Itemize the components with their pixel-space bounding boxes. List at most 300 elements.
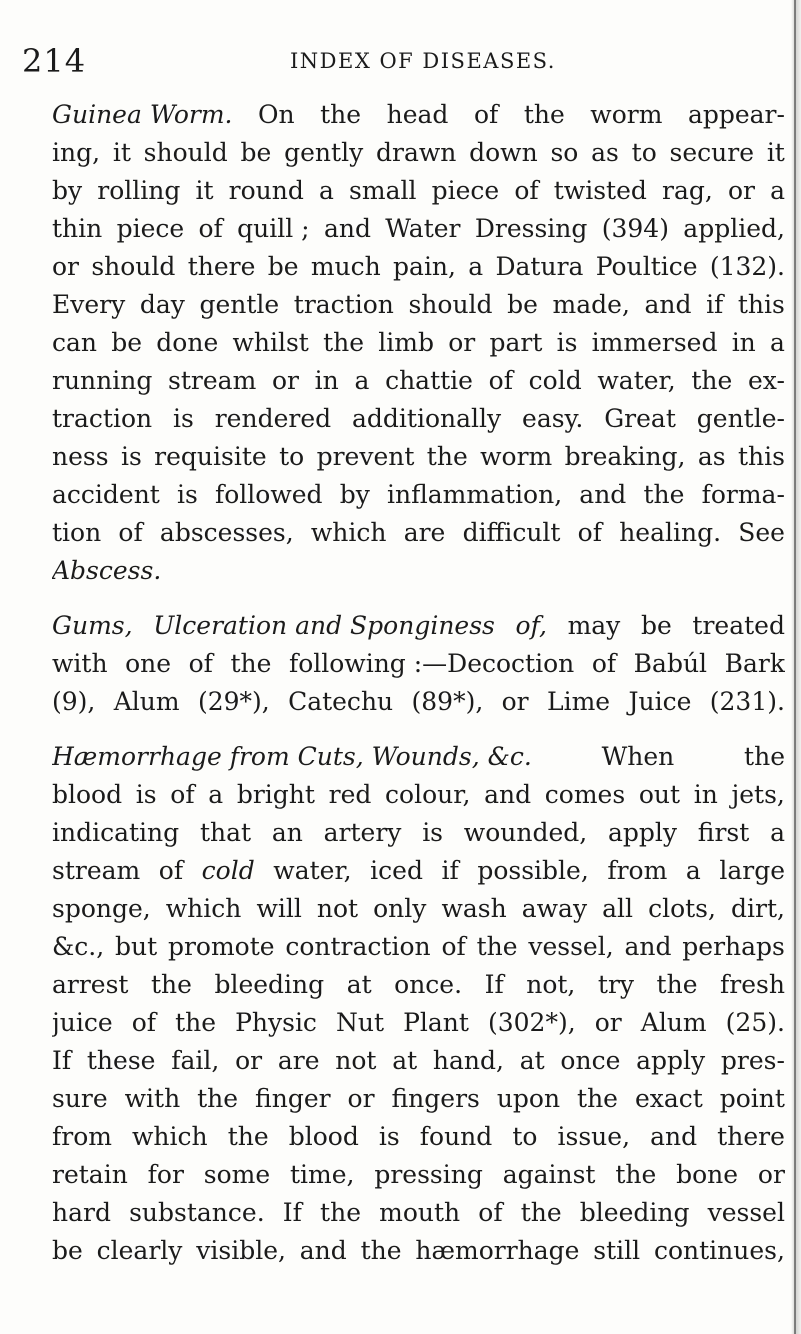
- word: hæmorrhage: [415, 1236, 580, 1265]
- text-line: [52, 210, 785, 248]
- word: substance.: [129, 1198, 265, 1227]
- word: comes: [544, 780, 626, 809]
- word: part: [489, 328, 543, 357]
- word: with: [52, 649, 108, 678]
- word: and: [644, 290, 692, 319]
- word: of: [441, 932, 466, 961]
- word: following :—Decoction: [288, 649, 575, 678]
- word: worm: [480, 442, 553, 471]
- text-line: [52, 607, 785, 645]
- word: the: [175, 1008, 217, 1037]
- text-line: [52, 96, 785, 134]
- word: done: [156, 328, 219, 357]
- word: drawn: [375, 138, 457, 167]
- word: not: [335, 1046, 377, 1075]
- word: Lime: [547, 687, 611, 716]
- word: is: [378, 1122, 400, 1151]
- word: not,: [526, 970, 576, 999]
- word: can: [52, 328, 98, 357]
- word: the: [476, 932, 518, 961]
- word: and: [484, 780, 532, 809]
- word: healing.: [619, 518, 722, 547]
- word: it: [195, 176, 214, 205]
- text-line: [52, 172, 785, 210]
- word: indicating: [52, 818, 180, 847]
- word: whilst: [232, 328, 309, 357]
- word: the: [197, 1084, 239, 1113]
- word: of: [514, 176, 539, 205]
- word: finger: [255, 1084, 331, 1113]
- word: the: [320, 100, 362, 129]
- word: piece: [431, 176, 500, 205]
- word: an: [271, 818, 303, 847]
- word: if: [441, 856, 459, 885]
- word: (302*),: [487, 1008, 576, 1037]
- word: water,: [273, 856, 352, 885]
- word: Gums,: [52, 611, 133, 640]
- word: abscesses,: [159, 518, 294, 547]
- word: (89*),: [411, 687, 484, 716]
- word: away: [521, 894, 588, 923]
- text-line: [52, 738, 785, 776]
- word: (25).: [725, 1008, 785, 1037]
- word: as: [591, 138, 619, 167]
- word: which: [165, 894, 242, 923]
- word: one: [125, 649, 172, 678]
- word: On: [258, 100, 295, 129]
- text-line: [52, 776, 785, 814]
- word: large: [719, 856, 785, 885]
- word: a: [685, 856, 701, 885]
- word: at: [519, 1046, 545, 1075]
- word: from: [52, 1122, 112, 1151]
- word: should: [408, 290, 493, 319]
- word: to: [512, 1122, 538, 1151]
- word: in: [314, 366, 339, 395]
- word: iced: [370, 856, 423, 885]
- word: made,: [552, 290, 630, 319]
- word: small: [349, 176, 417, 205]
- word: piece: [116, 214, 185, 243]
- word: rendered: [214, 404, 332, 433]
- word: stream: [168, 366, 257, 395]
- word: be: [640, 611, 672, 640]
- text-line: [52, 1232, 785, 1270]
- word: to: [279, 442, 305, 471]
- text-line: [52, 814, 785, 852]
- word: jets,: [731, 780, 785, 809]
- word: hand,: [432, 1046, 504, 1075]
- word: ex-: [748, 366, 785, 395]
- word: is: [422, 818, 444, 847]
- word: appear-: [687, 100, 785, 129]
- text-line: [52, 514, 785, 552]
- word: chattie: [385, 366, 473, 395]
- word: Alum: [640, 1008, 707, 1037]
- word: should: [143, 138, 228, 167]
- word: be: [52, 1236, 83, 1265]
- word: the: [656, 970, 698, 999]
- running-head: INDEX OF DISEASES.: [290, 49, 556, 73]
- text-line: [52, 286, 785, 324]
- word: pressing: [374, 1160, 483, 1189]
- word: in: [693, 780, 718, 809]
- word: hard: [52, 1198, 111, 1227]
- word: difficult: [462, 518, 561, 547]
- word: accident: [52, 480, 160, 509]
- word: ness: [52, 442, 109, 471]
- text-line: [52, 1156, 785, 1194]
- word: are: [403, 518, 446, 547]
- word: but: [114, 932, 158, 961]
- text-line: [52, 438, 785, 476]
- word: Poultice: [595, 252, 698, 281]
- word: the: [320, 1198, 361, 1227]
- word: the: [323, 328, 365, 357]
- word: is: [173, 404, 194, 433]
- word: bright: [236, 780, 315, 809]
- word: be: [240, 138, 272, 167]
- word: from: [607, 856, 668, 885]
- word: If: [484, 970, 504, 999]
- word: requisite: [154, 442, 267, 471]
- word: or: [271, 366, 299, 395]
- word: visible,: [196, 1236, 286, 1265]
- word: all: [602, 894, 634, 923]
- word: by: [339, 480, 370, 509]
- word: these: [86, 1046, 156, 1075]
- word: the: [691, 366, 733, 395]
- word: artery: [323, 818, 402, 847]
- word: promote: [167, 932, 275, 961]
- word: apply: [636, 1046, 706, 1075]
- word: red: [328, 780, 372, 809]
- word: contraction: [285, 932, 431, 961]
- paragraph-gap: [52, 590, 785, 607]
- word: some: [203, 1160, 271, 1189]
- word: pain,: [393, 252, 456, 281]
- word: the: [426, 442, 468, 471]
- word: apply: [607, 818, 678, 847]
- word: Guinea Worm.: [52, 100, 233, 129]
- word: (132).: [709, 252, 785, 281]
- word: Abscess.: [52, 556, 162, 585]
- body-text: [52, 96, 785, 1270]
- word: If: [52, 1046, 72, 1075]
- word: quill ;: [237, 214, 310, 243]
- word: dirt,: [731, 894, 785, 923]
- word: sponge,: [52, 894, 151, 923]
- page-edge-shadow: [791, 0, 801, 1334]
- word: blood: [288, 1122, 359, 1151]
- word: Great: [604, 404, 676, 433]
- word: (394): [601, 214, 669, 243]
- word: of: [591, 649, 617, 678]
- word: so: [550, 138, 579, 167]
- word: easy.: [522, 404, 584, 433]
- word: which: [310, 518, 387, 547]
- word: colour,: [385, 780, 471, 809]
- word: Alum: [113, 687, 180, 716]
- word: try: [597, 970, 635, 999]
- word: sure: [52, 1084, 108, 1113]
- word: inflammation,: [387, 480, 563, 509]
- word: still: [593, 1236, 641, 1265]
- text-line: [52, 928, 785, 966]
- word: as: [697, 442, 726, 471]
- word: of: [118, 518, 143, 547]
- word: round: [228, 176, 304, 205]
- word: it: [112, 138, 131, 167]
- word: Ulceration and Sponginess: [153, 611, 495, 640]
- word: upon: [496, 1084, 561, 1113]
- word: or: [448, 328, 476, 357]
- word: if: [706, 290, 724, 319]
- word: limb: [378, 328, 434, 357]
- word: followed: [215, 480, 323, 509]
- word: of: [473, 100, 499, 129]
- word: bleeding: [579, 1198, 690, 1227]
- word: gentle-: [696, 404, 785, 433]
- word: or: [501, 687, 529, 716]
- text-line: [52, 1080, 785, 1118]
- text-line: [52, 476, 785, 514]
- word: of: [577, 518, 602, 547]
- word: day: [139, 290, 185, 319]
- word: continues,: [653, 1236, 785, 1265]
- text-line: [52, 134, 785, 172]
- word: Datura: [495, 252, 584, 281]
- text-line: [52, 645, 785, 683]
- text-line: [52, 1042, 785, 1080]
- word: and: [624, 932, 672, 961]
- word: tion: [52, 518, 102, 547]
- text-line: [52, 1118, 785, 1156]
- page-number: 214: [22, 42, 87, 80]
- word: there: [717, 1122, 785, 1151]
- word: (9),: [52, 687, 96, 716]
- word: a: [208, 780, 224, 809]
- word: additionally: [352, 404, 502, 433]
- word: cold: [201, 856, 255, 885]
- word: are: [277, 1046, 320, 1075]
- word: Babúl: [633, 649, 708, 678]
- word: of: [131, 1008, 157, 1037]
- word: down: [469, 138, 538, 167]
- word: retain: [52, 1160, 128, 1189]
- word: stream: [52, 856, 141, 885]
- word: gentle: [199, 290, 280, 319]
- word: a: [770, 328, 785, 357]
- word: is: [120, 442, 142, 471]
- word: rag,: [662, 176, 713, 205]
- word: not: [316, 894, 359, 923]
- word: to: [631, 138, 657, 167]
- word: blood: [52, 780, 123, 809]
- word: and: [579, 480, 627, 509]
- word: mouth: [379, 1198, 461, 1227]
- word: a: [770, 176, 785, 205]
- word: the: [230, 649, 272, 678]
- word: a: [468, 252, 484, 281]
- word: fail,: [171, 1046, 220, 1075]
- word: the: [744, 742, 785, 771]
- page-header: [22, 42, 782, 82]
- word: or: [347, 1084, 375, 1113]
- word: issue,: [557, 1122, 631, 1151]
- word: clots,: [648, 894, 716, 923]
- word: once: [560, 1046, 621, 1075]
- word: the: [151, 970, 192, 999]
- word: of: [478, 1198, 503, 1227]
- word: traction: [293, 290, 394, 319]
- word: only: [373, 894, 427, 923]
- word: point: [719, 1084, 785, 1113]
- word: it: [766, 138, 785, 167]
- word: treated: [692, 611, 785, 640]
- word: When: [601, 742, 675, 771]
- text-line: [52, 890, 785, 928]
- word: is: [177, 480, 198, 509]
- word: bone: [676, 1160, 739, 1189]
- word: with: [124, 1084, 181, 1113]
- word: Water: [385, 214, 461, 243]
- word: the: [227, 1122, 269, 1151]
- word: thin: [52, 214, 103, 243]
- text-line: [52, 683, 785, 721]
- word: vessel: [707, 1198, 785, 1227]
- word: Every: [52, 290, 126, 319]
- word: should: [91, 252, 176, 281]
- word: See: [738, 518, 785, 547]
- word: or: [727, 176, 755, 205]
- word: and: [323, 214, 371, 243]
- text-line: [52, 966, 785, 1004]
- word: rolling: [97, 176, 181, 205]
- text-line: [52, 852, 785, 890]
- word: a: [770, 818, 785, 847]
- word: will: [256, 894, 302, 923]
- word: wounded,: [463, 818, 588, 847]
- word: the: [643, 480, 685, 509]
- text-line: [52, 400, 785, 438]
- word: wash: [441, 894, 507, 923]
- word: be: [507, 290, 538, 319]
- word: of: [158, 856, 184, 885]
- word: clearly: [96, 1236, 183, 1265]
- word: in: [731, 328, 756, 357]
- text-line: [52, 324, 785, 362]
- text-line: [52, 1194, 785, 1232]
- word: prevent: [316, 442, 415, 471]
- word: by: [52, 176, 83, 205]
- word: much: [310, 252, 381, 281]
- word: (231).: [709, 687, 785, 716]
- word: head: [386, 100, 449, 129]
- word: perhaps: [682, 932, 785, 961]
- word: against: [502, 1160, 596, 1189]
- word: traction: [52, 404, 153, 433]
- word: this: [738, 442, 785, 471]
- word: or: [594, 1008, 622, 1037]
- word: worm: [590, 100, 663, 129]
- word: possible,: [477, 856, 589, 885]
- word: of: [488, 366, 513, 395]
- word: this: [737, 290, 785, 319]
- word: gently: [284, 138, 364, 167]
- word: is: [556, 328, 578, 357]
- word: or: [52, 252, 80, 281]
- word: (29*),: [197, 687, 270, 716]
- word: the: [577, 1084, 618, 1113]
- word: for: [147, 1160, 184, 1189]
- text-line: [52, 362, 785, 400]
- word: at: [392, 1046, 418, 1075]
- word: or: [757, 1160, 785, 1189]
- word: exact: [634, 1084, 703, 1113]
- word: twisted: [553, 176, 647, 205]
- word: or: [235, 1046, 263, 1075]
- word: cold: [528, 366, 582, 395]
- word: Hæmorrhage from Cuts, Wounds, &c.: [52, 742, 532, 771]
- word: running: [52, 366, 153, 395]
- word: ing,: [52, 138, 101, 167]
- page-edge-line: [794, 0, 796, 1334]
- word: vessel,: [528, 932, 614, 961]
- word: of: [198, 214, 223, 243]
- word: time,: [289, 1160, 355, 1189]
- word: fresh: [720, 970, 785, 999]
- word: of,: [515, 611, 547, 640]
- word: once.: [394, 970, 463, 999]
- word: Juice: [628, 687, 692, 716]
- word: that: [199, 818, 252, 847]
- word: first: [697, 818, 750, 847]
- word: secure: [669, 138, 755, 167]
- word: found: [419, 1122, 493, 1151]
- word: water,: [597, 366, 676, 395]
- word: pres-: [720, 1046, 785, 1075]
- word: &c.,: [52, 932, 105, 961]
- word: be: [267, 252, 299, 281]
- word: breaking,: [564, 442, 686, 471]
- word: which: [132, 1122, 208, 1151]
- word: Dressing: [474, 214, 588, 243]
- word: of: [188, 649, 213, 678]
- word: may: [567, 611, 621, 640]
- word: fingers: [391, 1084, 480, 1113]
- word: and: [650, 1122, 698, 1151]
- paragraph-gap: [52, 721, 785, 738]
- word: there: [187, 252, 256, 281]
- word: forma-: [701, 480, 785, 509]
- word: Plant: [403, 1008, 469, 1037]
- word: be: [111, 328, 143, 357]
- word: Nut: [335, 1008, 385, 1037]
- word: immersed: [591, 328, 718, 357]
- word: out: [638, 780, 681, 809]
- word: is: [135, 780, 157, 809]
- word: the: [523, 100, 565, 129]
- word: arrest: [52, 970, 129, 999]
- word: a: [354, 366, 370, 395]
- word: the: [520, 1198, 562, 1227]
- word: at: [346, 970, 372, 999]
- word: the: [615, 1160, 657, 1189]
- word: juice: [52, 1008, 113, 1037]
- word: Catechu: [288, 687, 394, 716]
- word: Physic: [235, 1008, 317, 1037]
